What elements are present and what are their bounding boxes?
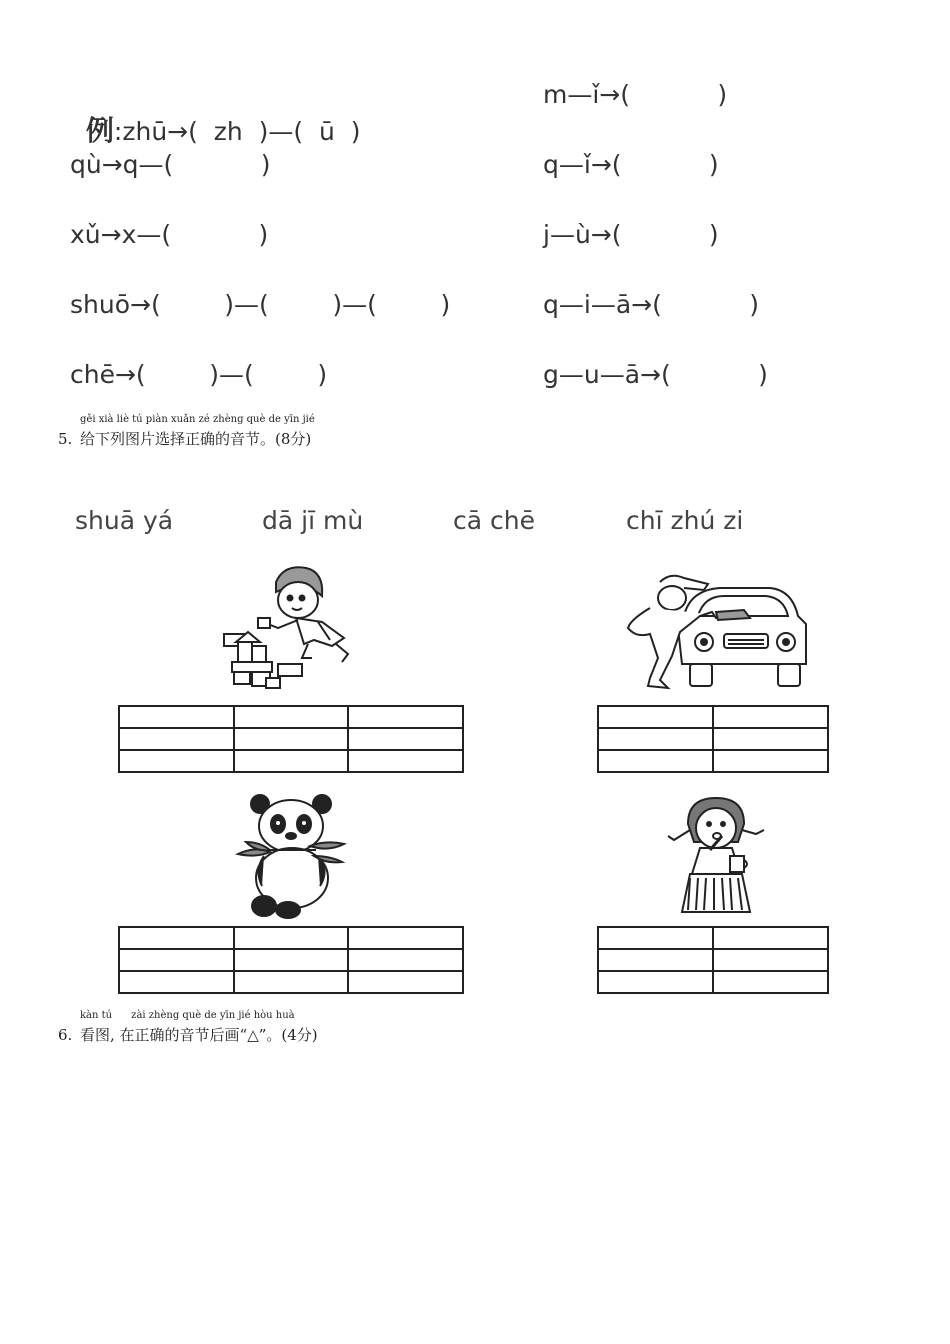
right-item-5: g—u—ā→( ) bbox=[543, 360, 768, 389]
right-item-3: j—ù→( ) bbox=[543, 220, 719, 249]
boy-building-blocks-icon bbox=[218, 562, 358, 694]
question-5-number: 5. bbox=[58, 430, 73, 448]
option-chi-zhu-zi: chī zhú zi bbox=[626, 506, 744, 535]
right-item-4: q—i—ā→( ) bbox=[543, 290, 760, 319]
question-6-title bbox=[58, 1010, 318, 1045]
left-item-3: shuō→( )—( )—( ) bbox=[70, 290, 451, 319]
panda-eating-bamboo-icon bbox=[234, 790, 348, 920]
question-5-text: 给下列图片选择正确的音节。(8分) bbox=[80, 430, 312, 448]
right-item-2: q—ǐ→( ) bbox=[543, 150, 719, 179]
right-item-1: m—ǐ→( ) bbox=[543, 80, 728, 109]
example-colon: : bbox=[113, 117, 123, 146]
option-da-ji-mu: dā jī mù bbox=[262, 506, 364, 535]
example-text: zhū→( zh )—( ū ) bbox=[122, 117, 361, 146]
question-5-pinyin: gěi xià liè tú piàn xuǎn zé zhèng què de yīn jié bbox=[80, 414, 315, 425]
answer-grid-1[interactable] bbox=[118, 705, 464, 773]
question-6-number: 6. bbox=[58, 1026, 73, 1044]
example-prefix: 例 bbox=[85, 114, 114, 147]
answer-grid-3[interactable] bbox=[118, 926, 464, 994]
question-6-pinyin: kàn tú zài zhèng què de yīn jié hòu huà bbox=[80, 1010, 295, 1021]
left-item-4: chē→( )—( ) bbox=[70, 360, 328, 389]
left-item-1: qù→q—( ) bbox=[70, 150, 271, 179]
answer-grid-4[interactable] bbox=[597, 926, 829, 994]
option-shua-ya: shuā yá bbox=[75, 506, 174, 535]
left-item-2: xǔ→x—( ) bbox=[70, 220, 269, 249]
man-washing-car-icon bbox=[620, 568, 810, 694]
answer-grid-2[interactable] bbox=[597, 705, 829, 773]
question-5-title bbox=[58, 414, 315, 449]
option-ca-che: cā chē bbox=[453, 506, 535, 535]
question-6-text: 看图, 在正确的音节后画“△”。(4分) bbox=[80, 1026, 318, 1044]
girl-brushing-teeth-icon bbox=[660, 790, 770, 920]
example-line bbox=[70, 80, 361, 149]
